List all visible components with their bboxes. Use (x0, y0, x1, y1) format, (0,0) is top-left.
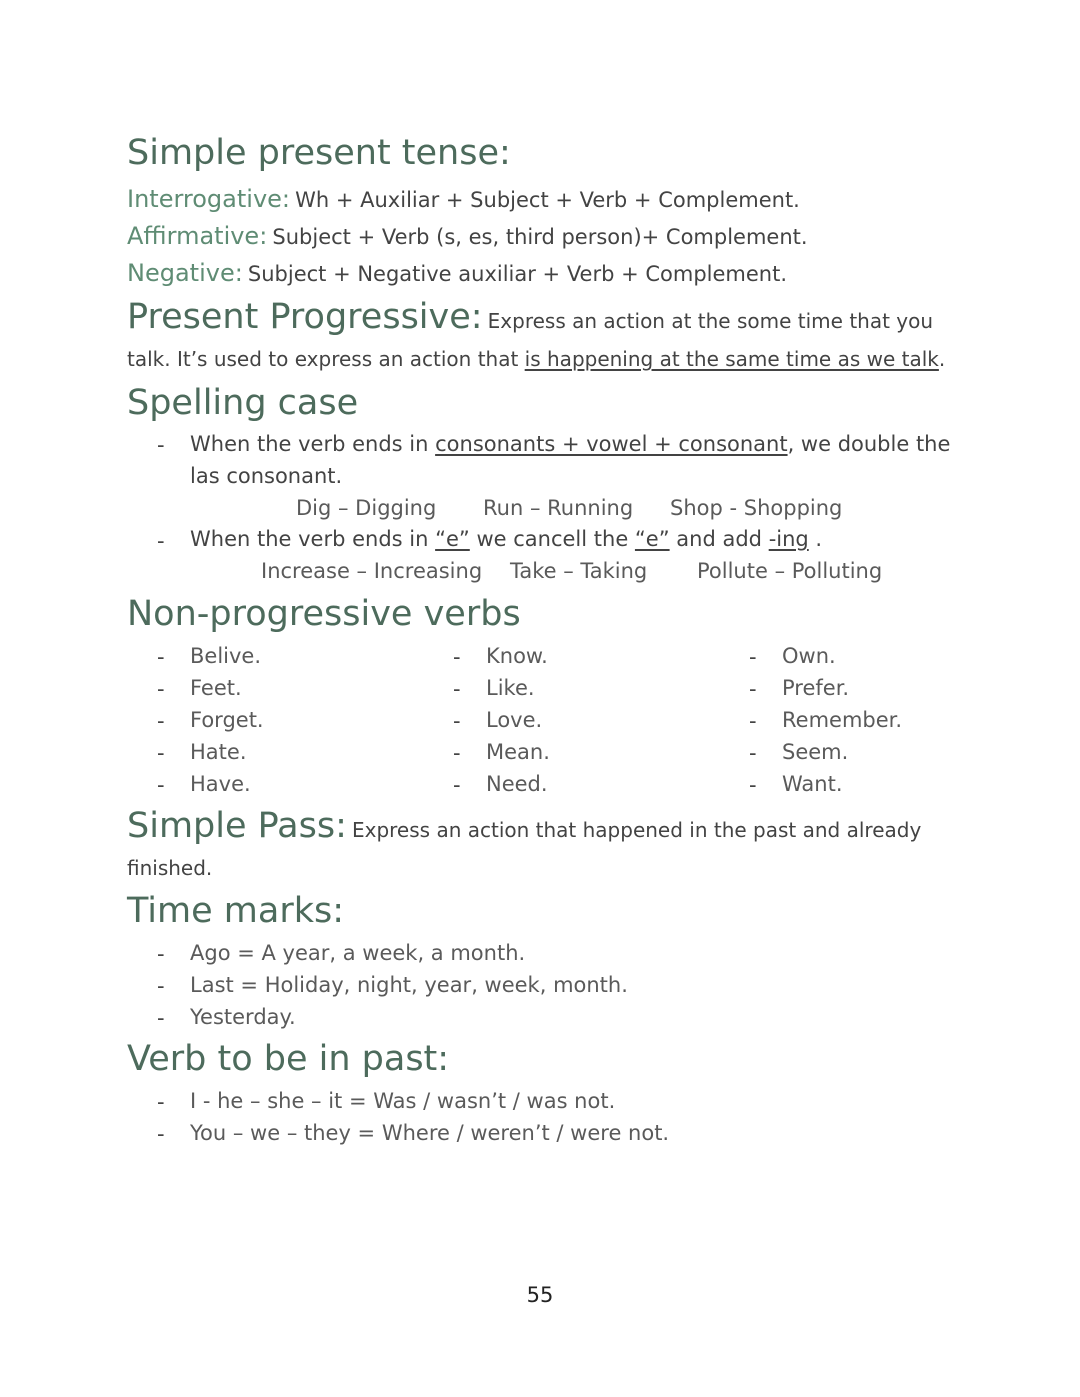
bullet-dash: - (749, 677, 757, 701)
bullet-dash: - (157, 529, 165, 553)
spelling-rule-2a: When the verb ends in (190, 527, 436, 551)
example-item: Run – Running (483, 496, 634, 520)
spelling-rule-2e: and add (669, 527, 769, 551)
verb-list-item: Belive. (190, 644, 262, 668)
interrogative-text: Wh + Auxiliar + Subject + Verb + Complement. (295, 188, 800, 212)
bullet-dash: - (157, 974, 165, 998)
negative-label: Negative: (127, 259, 243, 287)
spelling-rule-2-e2: “e” (634, 527, 670, 551)
bullet-dash: - (453, 741, 461, 765)
bullet-dash: - (749, 773, 757, 797)
bullet-dash: - (157, 433, 165, 457)
verb-list-item: Have. (190, 772, 251, 796)
time-mark-item: Ago = A year, a week, a month. (190, 941, 526, 965)
bullet-dash: - (157, 1122, 165, 1146)
bullet-dash: - (749, 645, 757, 669)
present-progressive-underlined: is happening at the same time as we talk (524, 347, 939, 371)
verb-list-item: Love. (486, 708, 543, 732)
bullet-dash: - (157, 741, 165, 765)
present-progressive-text-2c: . (938, 347, 946, 371)
affirmative-label: Affirmative: (127, 222, 268, 250)
spelling-rule-1-underlined: consonants + vowel + consonant (435, 432, 788, 456)
verb-to-be-item: You – we – they = Where / weren’t / were not. (190, 1121, 670, 1145)
verb-list-item: Seem. (782, 740, 849, 764)
present-progressive-line-2 (127, 347, 945, 371)
verb-list-item: Forget. (190, 708, 264, 732)
interrogative-label: Interrogative: (127, 185, 291, 213)
verb-list-item: Need. (486, 772, 548, 796)
time-mark-item: Yesterday. (190, 1005, 296, 1029)
present-progressive-text-2a: talk. It’s used to express an action that (127, 347, 525, 371)
verb-list-item: Like. (486, 676, 535, 700)
bullet-dash: - (453, 709, 461, 733)
bullet-dash: - (453, 645, 461, 669)
verb-list-item: Remember. (782, 708, 903, 732)
bullet-dash: - (453, 773, 461, 797)
bullet-dash: - (157, 942, 165, 966)
section-title-verb-to-be: Verb to be in past: (127, 1039, 450, 1079)
spelling-rule-1c: , we double the (787, 432, 951, 456)
present-progressive-text-1: Express an action at the some time that you (487, 309, 934, 333)
bullet-dash: - (157, 677, 165, 701)
section-title-non-progressive: Non-progressive verbs (127, 594, 521, 634)
interrogative-line (127, 185, 800, 213)
bullet-dash: - (157, 709, 165, 733)
verb-list-item: Feet. (190, 676, 242, 700)
example-item: Pollute – Polluting (697, 559, 883, 583)
verb-list-item: Hate. (190, 740, 247, 764)
simple-pass-text-1: Express an action that happened in the past and already (351, 818, 922, 842)
bullet-dash: - (157, 645, 165, 669)
simple-pass-line (127, 806, 921, 846)
spelling-rule-2-ing: -ing (768, 527, 809, 551)
example-item: Shop - Shopping (670, 496, 843, 520)
bullet-dash: - (157, 1006, 165, 1030)
bullet-dash: - (453, 677, 461, 701)
spelling-rule-2g: . (808, 527, 823, 551)
simple-pass-text-2: finished. (127, 856, 213, 880)
bullet-dash: - (157, 1090, 165, 1114)
spelling-rule-1-cont: las consonant. (190, 464, 343, 488)
spelling-rule-2-e1: “e” (435, 527, 470, 551)
spelling-rule-2 (190, 527, 822, 551)
verb-list-item: Know. (486, 644, 548, 668)
example-item: Dig – Digging (296, 496, 437, 520)
negative-text: Subject + Negative auxiliar + Verb + Complement. (247, 262, 788, 286)
section-title-spelling: Spelling case (127, 383, 359, 423)
verb-list-item: Prefer. (782, 676, 850, 700)
spelling-rule-1a: When the verb ends in (190, 432, 436, 456)
affirmative-text: Subject + Verb (s, es, third person)+ Complement. (272, 225, 808, 249)
bullet-dash: - (749, 709, 757, 733)
verb-list-item: Want. (782, 772, 843, 796)
spelling-rule-2c: we cancell the (469, 527, 635, 551)
bullet-dash: - (749, 741, 757, 765)
verb-list-item: Mean. (486, 740, 550, 764)
page-number: 55 (526, 1283, 554, 1307)
section-title-simple-pass: Simple Pass: (127, 806, 347, 846)
section-title-simple-present: Simple present tense: (127, 133, 511, 173)
present-progressive-line (127, 297, 933, 337)
verb-list-item: Own. (782, 644, 836, 668)
example-item: Take – Taking (510, 559, 648, 583)
affirmative-line (127, 222, 808, 250)
verb-to-be-item: I - he – she – it = Was / wasn’t / was not. (190, 1089, 616, 1113)
negative-line (127, 259, 787, 287)
bullet-dash: - (157, 773, 165, 797)
section-title-present-progressive: Present Progressive: (127, 297, 483, 337)
spelling-rule-1 (190, 432, 950, 456)
section-title-time-marks: Time marks: (127, 891, 345, 931)
time-mark-item: Last = Holiday, night, year, week, month. (190, 973, 628, 997)
example-item: Increase – Increasing (261, 559, 483, 583)
